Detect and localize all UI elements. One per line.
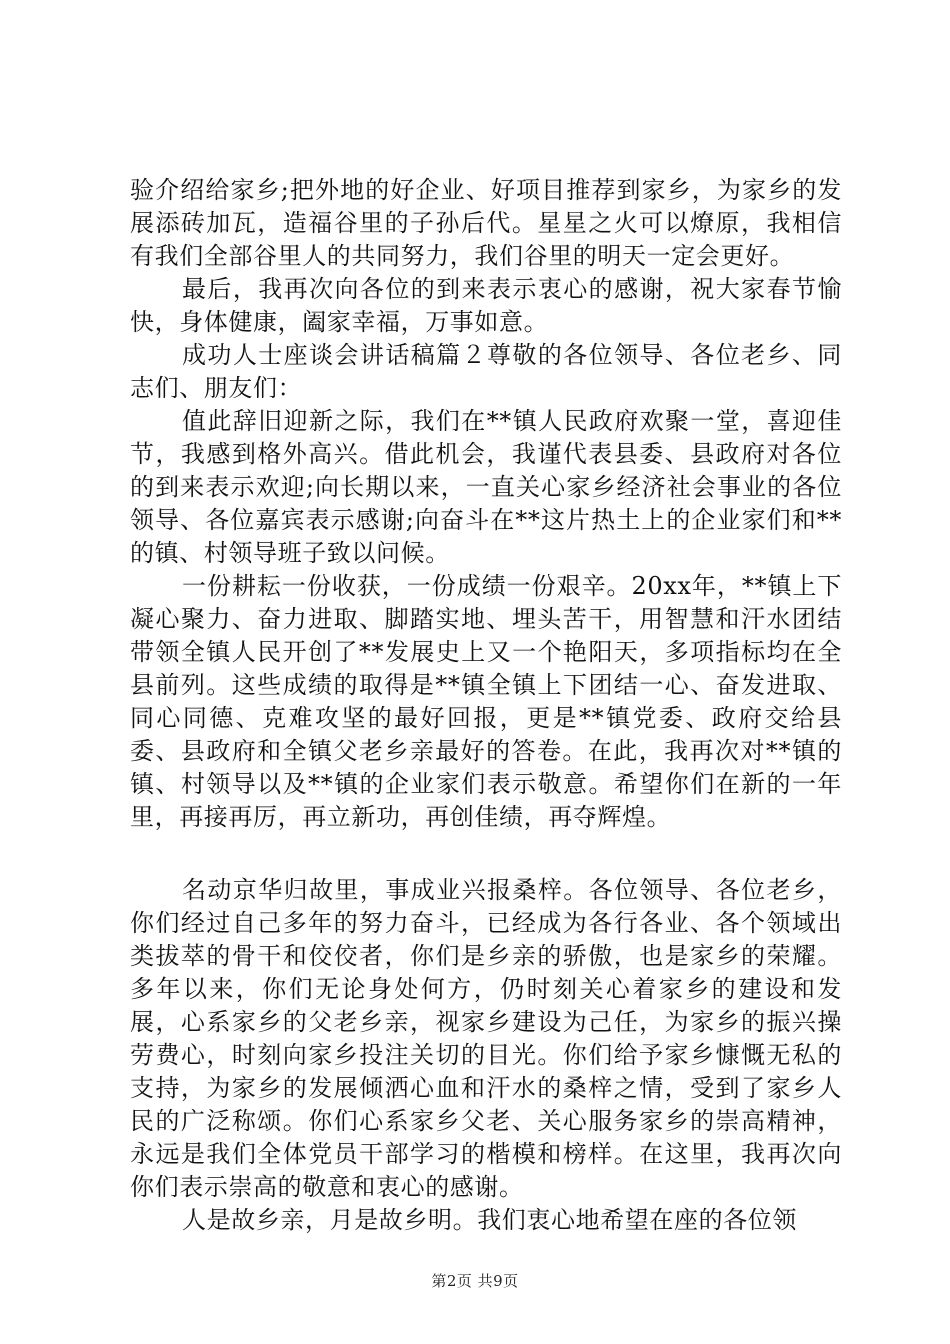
paragraph-continuation: 验介绍给家乡;把外地的好企业、好项目推荐到家乡，为家乡的发展添砖加瓦，造福谷里的子孙后代。星星之火可以燎原，我相信有我们全部谷里人的共同努力，我们谷里的明天一定会更好。 xyxy=(130,176,842,270)
paragraph-hometown-praise: 名动京华归故里，事成业兴报桑梓。各位领导、各位老乡，你们经过自己多年的努力奋斗，已经成为各行各业、各个领域出类拔萃的骨干和佼佼者，你们是乡亲的骄傲，也是家乡的荣耀。多年以来，你们无论身处何方，仍时刻关心着家乡的建设和发展，心系家乡的父老乡亲，视家乡建设为己任，为家乡的振兴操劳费心，时刻向家乡投注关切的目光。你们给予家乡慷慨无私的支持，为家乡的发展倾洒心血和汗水的桑梓之情，受到了家乡人民的广泛称颂。你们心系家乡父老、关心服务家乡的崇高精神，永远是我们全体党员干部学习的楷模和榜样。在这里，我再次向你们表示崇高的敬意和衷心的感谢。 xyxy=(130,876,842,1201)
page-number-footer: 第2页 共9页 xyxy=(431,1272,519,1290)
paragraph-achievements: 一份耕耘一份收获，一份成绩一份艰辛。20xx年，**镇上下凝心聚力、奋力进取、脚踏实地、埋头苦干，用智慧和汗水团结带领全镇人民开创了**发展史上又一个艳阳天，多项指标均在全县前列。这些成绩的取得是**镇全镇上下团结一心、奋发进取、同心同德、克难攻坚的最好回报，更是**镇党委、政府交给县委、县政府和全镇父老乡亲最好的答卷。在此，我再次对**镇的镇、村领导以及**镇的企业家们表示敬意。希望你们在新的一年里，再接再厉，再立新功，再创佳绩，再夺辉煌。 xyxy=(130,572,842,831)
paragraph-hopes: 人是故乡亲，月是故乡明。我们衷心地希望在座的各位领 xyxy=(182,1206,797,1234)
paragraph-spacer xyxy=(130,834,842,874)
document-body xyxy=(130,174,842,1237)
paragraph-closing-wishes: 最后，我再次向各位的到来表示衷心的感谢，祝大家春节愉快，身体健康，阖家幸福，万事如意。 xyxy=(130,275,842,336)
paragraph-greeting: 值此辞旧迎新之际，我们在**镇人民政府欢聚一堂，喜迎佳节，我感到格外高兴。借此机会，我谨代表县委、县政府对各位的到来表示欢迎;向长期以来，一直关心家乡经济社会事业的各位领导、各位嘉宾表示感谢;向奋斗在**这片热土上的企业家们和**的镇、村领导班子致以问候。 xyxy=(130,407,842,567)
paragraph-speech-heading: 成功人士座谈会讲话稿篇２尊敬的各位领导、各位老乡、同志们、朋友们： xyxy=(130,341,842,402)
